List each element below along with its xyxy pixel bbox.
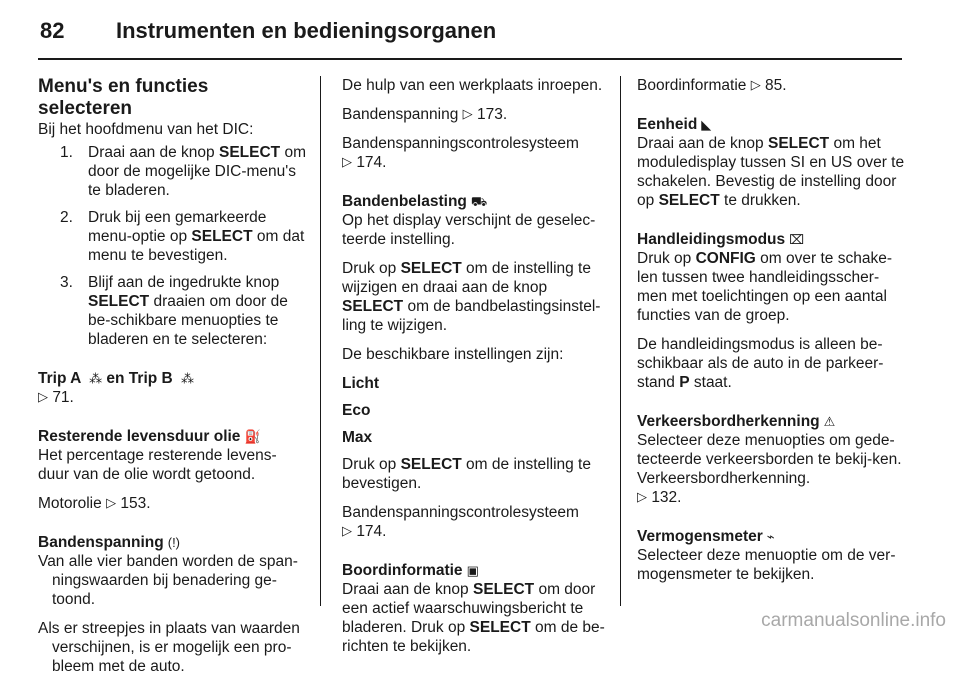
- unit-block: [637, 115, 905, 210]
- page-ref: 174.: [356, 523, 387, 540]
- power-text: Selecteer deze menuoptie om de ver-mogensmeter te bekijken.: [637, 547, 896, 583]
- page-ref: 71.: [52, 389, 74, 406]
- load-confirm: [342, 455, 608, 493]
- key-select: SELECT: [342, 298, 404, 315]
- trip-ref: [38, 388, 306, 407]
- header-rule: [38, 58, 902, 60]
- text: Selecteer deze menuopties om gede-tecteerde verkeersborden te bekij-ken. Verkeersbordherkenning.: [637, 432, 902, 487]
- key-select: SELECT: [767, 135, 830, 152]
- unit-text: [637, 134, 905, 210]
- unit-icon: ◣: [701, 117, 712, 132]
- step-3: [38, 273, 306, 349]
- heading-text: Eenheid: [637, 116, 698, 133]
- heading-text: Resterende levensduur olie: [38, 428, 241, 445]
- ref-text: Bandenspanning: [342, 106, 459, 123]
- tire-ref: [342, 105, 608, 124]
- step-1: [38, 143, 306, 200]
- text: Draai aan de knop: [637, 135, 768, 152]
- step-text: om door de mogelijke DIC-menu's te bladeren.: [88, 144, 306, 199]
- step-text: om dat menu te bevestigen.: [88, 228, 305, 264]
- column-divider: [320, 76, 321, 606]
- trip-block: [38, 369, 306, 407]
- traffic-sign-icon: ⚠: [823, 414, 836, 429]
- manual-block: [637, 230, 905, 392]
- page-ref: 85.: [765, 77, 787, 94]
- tire-pressure-block: [38, 533, 306, 676]
- oil-ref: [38, 494, 306, 513]
- option-licht: Licht: [342, 375, 380, 392]
- text: te drukken.: [719, 192, 801, 209]
- heading-text: Handleidingsmodus: [637, 231, 786, 248]
- key-p: P: [679, 374, 690, 391]
- info-book-icon: ▣: [466, 563, 479, 578]
- heading-text: Verkeersbordherkenning: [637, 413, 820, 430]
- road-icon: ⁂: [89, 371, 103, 386]
- info-ref-block: [637, 76, 905, 95]
- key-select: SELECT: [400, 456, 462, 473]
- oil-block: [38, 427, 306, 513]
- tire-pressure-text: Van alle vier banden worden de span-ningswaarden bij benadering ge-toond.: [38, 553, 298, 608]
- ref-text: Boordinformatie: [637, 77, 747, 94]
- page-header: [38, 8, 902, 58]
- text: om de bandbelastingsinstel-ling te wijzigen.: [342, 298, 601, 334]
- text: Druk op: [637, 250, 696, 267]
- page-ref-arrow-icon: ▷: [38, 389, 48, 404]
- info-heading: [342, 561, 608, 580]
- intro-text: Bij het hoofdmenu van het DIC:: [38, 121, 254, 138]
- manual-text: [637, 335, 905, 392]
- trip-b-label: en Trip B: [106, 370, 173, 387]
- key-select: SELECT: [191, 228, 253, 245]
- load-text: Op het display verschijnt de geselec-teerde instelling.: [342, 212, 596, 248]
- key-select: SELECT: [400, 260, 462, 277]
- manual-text: [637, 249, 905, 325]
- trip-heading: [38, 369, 306, 388]
- column-1: [38, 76, 306, 696]
- steps-list: [38, 143, 306, 349]
- traffic-block: [637, 412, 905, 507]
- section-title: Menu's en functies selecteren: [38, 76, 209, 119]
- page-ref-arrow-icon: ▷: [462, 106, 473, 121]
- page-ref-arrow-icon: ▷: [637, 489, 647, 504]
- step-number: 1.: [60, 144, 73, 161]
- text: om de be-richten te bekijken.: [342, 619, 605, 655]
- page-ref-arrow-icon: ▷: [342, 154, 352, 169]
- heading-text: Boordinformatie: [342, 562, 463, 579]
- road-icon: ⁂: [181, 371, 195, 386]
- tire-pressure-heading: [38, 533, 306, 552]
- text: om het moduledisplay tussen SI en US over te schakelen. Bevestig de instelling door op: [637, 135, 905, 209]
- oil-heading: [38, 427, 306, 446]
- text: Druk op: [342, 260, 401, 277]
- column-2: [342, 76, 608, 676]
- heading-text: Vermogensmeter: [637, 528, 763, 545]
- page-ref-arrow-icon: ▷: [750, 77, 761, 92]
- step-2: [38, 208, 306, 265]
- load-instructions: [342, 259, 608, 335]
- ref-text: Motorolie: [38, 495, 102, 512]
- manual-book-icon: ⌧: [789, 232, 805, 247]
- page-ref: 132.: [651, 489, 682, 506]
- page-ref-arrow-icon: ▷: [342, 523, 352, 538]
- ref-text: Bandenspanningscontrolesysteem: [342, 135, 579, 152]
- option-max: Max: [342, 429, 373, 446]
- heading-text: Bandenbelasting: [342, 193, 467, 210]
- step-text: Blijf aan de ingedrukte knop: [88, 274, 280, 291]
- car-load-icon: ⛟: [470, 194, 488, 209]
- trip-a-label: Trip A: [38, 370, 81, 387]
- option-eco: Eco: [342, 402, 371, 419]
- key-select: SELECT: [218, 144, 281, 161]
- page-ref: 174.: [356, 154, 387, 171]
- info-text: [342, 580, 608, 656]
- load-ref: [342, 503, 608, 541]
- power-heading: [637, 527, 905, 546]
- load-settings-intro: De beschikbare instellingen zijn:: [342, 346, 564, 363]
- workshop-text: De hulp van een werkplaats inroepen.: [342, 77, 603, 94]
- column-divider: [620, 76, 621, 606]
- key-select: SELECT: [88, 293, 150, 310]
- text: om de instelling te bevestigen.: [342, 456, 591, 492]
- text: Draai aan de knop: [342, 581, 473, 598]
- ref-text: Bandenspanningscontrolesysteem: [342, 504, 579, 521]
- traffic-heading: [637, 412, 905, 431]
- load-heading: [342, 192, 608, 211]
- text: om door een actief waarschuwingsbericht te bladeren. Druk op: [342, 581, 596, 636]
- page-ref-arrow-icon: ▷: [106, 495, 117, 510]
- step-text: draaien om door de be-schikbare menuopties te bladeren en te selecteren:: [88, 293, 288, 348]
- tire-pressure-icon: (!): [167, 535, 181, 550]
- step-number: 3.: [60, 274, 73, 291]
- key-select: SELECT: [469, 619, 531, 636]
- text: om over te schake-len tussen twee handleidingsscher-men met toelichtingen op een aantal functies van de groep.: [637, 250, 892, 324]
- manual-heading: [637, 230, 905, 249]
- text: om de instelling te wijzigen en draai aan de knop: [342, 260, 591, 296]
- watermark: carmanualsonline.info: [761, 610, 946, 631]
- heading-text: Bandenspanning: [38, 534, 164, 551]
- unit-heading: [637, 115, 905, 134]
- oil-text: Het percentage resterende levens-duur van de olie wordt getoond.: [38, 447, 277, 483]
- chapter-title: Instrumenten en bedieningsorganen: [116, 18, 497, 43]
- step-number: 2.: [60, 209, 73, 226]
- step-text: Druk bij een gemarkeerde menu-optie op: [88, 209, 267, 245]
- text: Druk op: [342, 456, 401, 473]
- load-block: [342, 192, 608, 541]
- key-select: SELECT: [658, 192, 720, 209]
- tpms-ref: [342, 134, 608, 172]
- page-number: 82: [40, 18, 65, 43]
- oil-can-icon: ⛽: [244, 429, 261, 444]
- step-text: Draai aan de knop: [88, 144, 219, 161]
- power-meter-icon: ⌁: [766, 529, 775, 544]
- key-select: SELECT: [472, 581, 535, 598]
- column-3: [637, 76, 905, 604]
- tire-pressure-text: Als er streepjes in plaats van waarden verschijnen, is er mogelijk een pro-bleem met de auto.: [38, 620, 300, 675]
- power-block: [637, 527, 905, 584]
- page-ref: 153.: [120, 495, 151, 512]
- traffic-text: [637, 431, 905, 507]
- info-ref: [637, 76, 905, 95]
- text: De handleidingsmodus is alleen be-schikbaar als de auto in de parkeer-stand: [637, 336, 884, 391]
- tpms-ref-block: [342, 134, 608, 172]
- text: staat.: [689, 374, 732, 391]
- page-ref: 173.: [476, 106, 508, 123]
- key-config: CONFIG: [695, 250, 756, 267]
